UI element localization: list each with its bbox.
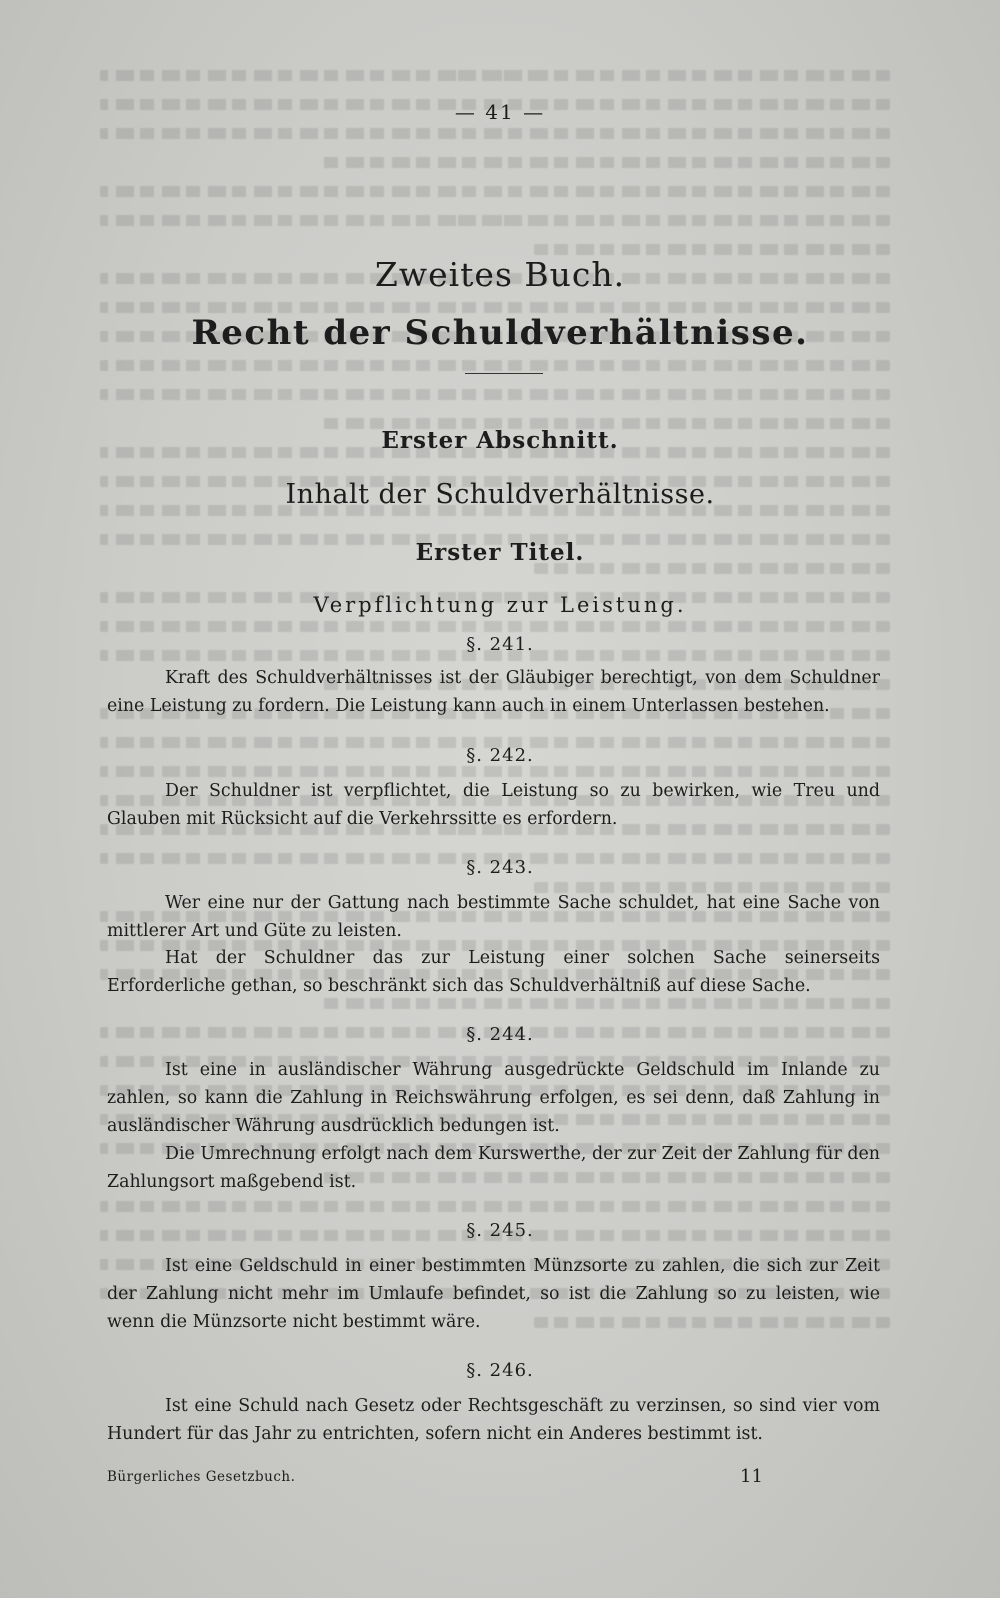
section-244-paragraph-1: Ist eine in ausländischer Währung ausgedrückte Geldschuld im Inlande zu zahlen, so kann die Zahlung in Reichswährung erfolgen, es sei denn, daß Zahlung in ausländischer Währung ausdrücklich bedungen ist. [107, 1060, 880, 1136]
section-heading-241: §. 241. [466, 634, 534, 655]
division-title: Inhalt der Schuldverhältnisse. [285, 479, 715, 510]
main-title: Recht der Schuldverhältnisse. [191, 313, 809, 353]
section-heading-245: §. 245. [466, 1220, 534, 1241]
section-heading-246: §. 246. [466, 1360, 534, 1381]
section-heading-244: §. 244. [466, 1024, 534, 1045]
section-243-paragraph-1: Wer eine nur der Gattung nach bestimmte Sache schuldet, hat eine Sache von mittlerer Art und Güte zu leisten. [107, 893, 880, 941]
page-number: — 41 — [454, 100, 546, 124]
section-245-paragraph-1: Ist eine Geldschuld in einer bestimmten Münzsorte zu zahlen, die sich zur Zeit der Zahlung nicht mehr im Umlaufe befindet, so ist die Zahlung so zu leisten, wie wenn die Münzsorte nicht bestimmt wäre. [107, 1256, 880, 1332]
section-242-paragraph-1: Der Schuldner ist verpflichtet, die Leistung so zu bewirken, wie Treu und Glauben mit Rücksicht auf die Verkehrssitte es erfordern. [107, 781, 880, 829]
section-241-paragraph-1: Kraft des Schuldverhältnisses ist der Gläubiger berechtigt, von dem Schuldner eine Leistung zu fordern. Die Leistung kann auch in einem Unterlassen bestehen. [107, 668, 880, 716]
footer-signature: Bürgerliches Gesetzbuch. [107, 1469, 296, 1485]
section-244-paragraph-2: Die Umrechnung erfolgt nach dem Kurswerthe, der zur Zeit der Zahlung für den Zahlungsort maßgebend ist. [107, 1144, 880, 1192]
chapter-heading: Erster Titel. [415, 539, 585, 566]
division-heading: Erster Abschnitt. [381, 427, 619, 454]
footer-sheet-number: 11 [740, 1466, 763, 1487]
section-heading-243: §. 243. [466, 857, 534, 878]
book-heading: Zweites Buch. [374, 255, 626, 294]
section-243-paragraph-2: Hat der Schuldner das zur Leistung einer solchen Sache seinerseits Erforderliche gethan, so beschränkt sich das Schuldverhältniß auf diese Sache. [107, 948, 880, 996]
section-246-paragraph-1: Ist eine Schuld nach Gesetz oder Rechtsgeschäft zu verzinsen, so sind vier vom Hundert für das Jahr zu entrichten, sofern nicht ein Anderes bestimmt ist. [107, 1396, 880, 1444]
section-heading-242: §. 242. [466, 745, 534, 766]
chapter-title: Verpflichtung zur Leistung. [313, 593, 687, 617]
title-divider [465, 373, 543, 374]
